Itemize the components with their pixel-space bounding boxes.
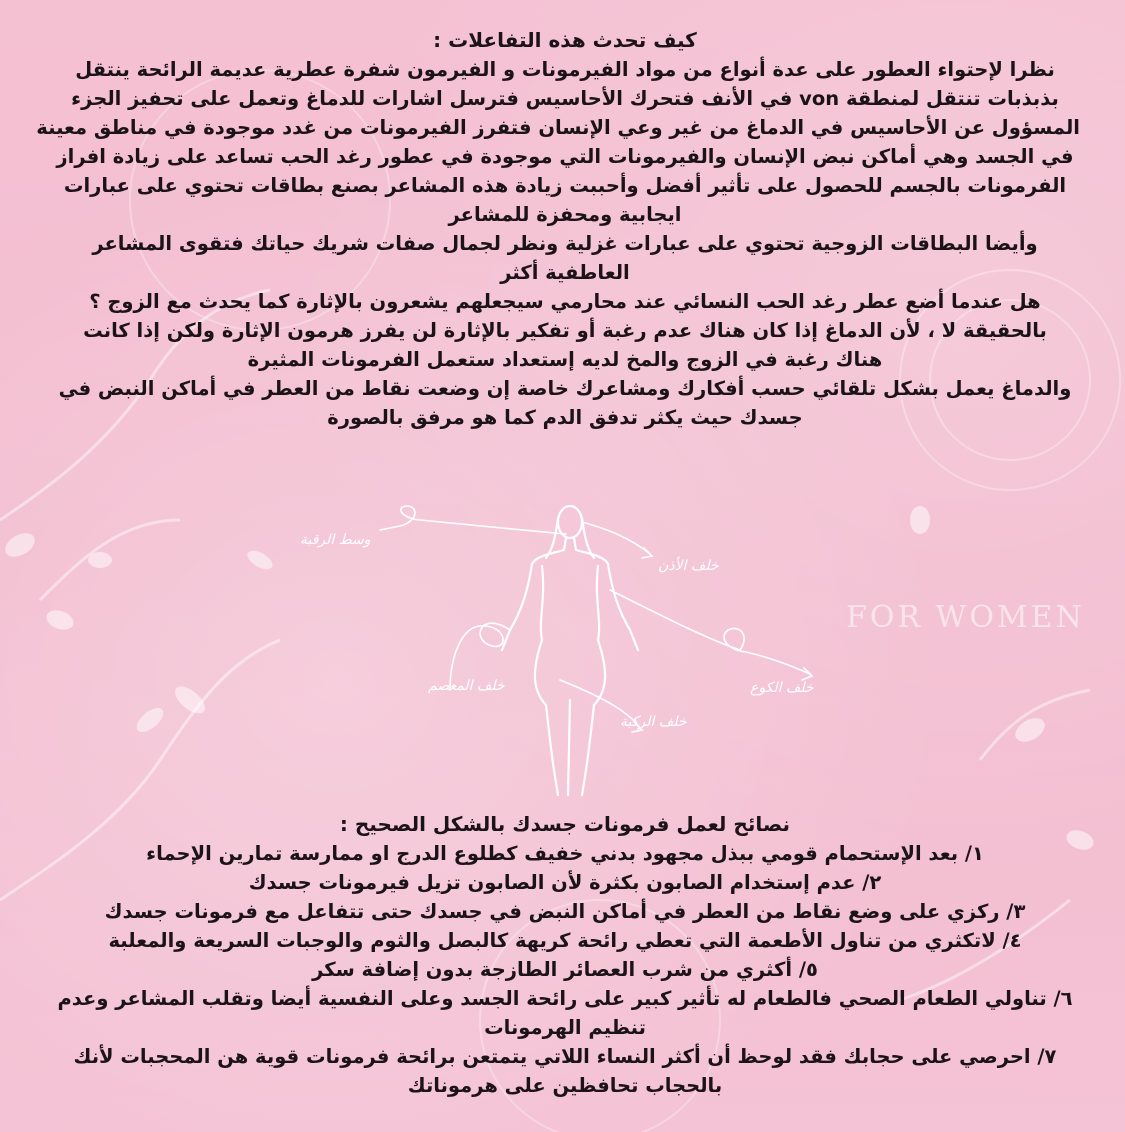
tip-item-continuation: تنظيم الهرمونات [484, 1016, 646, 1039]
intro-line: جسدك حيث يكثر تدفق الدم كما هو مرفق بالصورة [327, 406, 803, 429]
tip-item: ٧/ احرصي على حجابك فقد لوحظ أن أكثر النساء اللاتي يتمتعن برائحة فرمونات قوية هن المحجبات لأنك [73, 1045, 1057, 1068]
intro-line: العاطفية أكثر [500, 261, 630, 284]
tips-heading: نصائح لعمل فرمونات جسدك بالشكل الصحيح : [339, 812, 791, 836]
tip-item: ٢/ عدم إستخدام الصابون بكثرة لأن الصابون تزيل فيرمونات جسدك [248, 871, 882, 894]
tip-item-continuation: بالحجاب تحافظين على هرموناتك [407, 1074, 723, 1097]
intro-line: وأيضا البطاقات الزوجية تحتوي على عبارات غزلية ونظر لجمال صفات شريك حياتك فتقوى المشاعر [92, 232, 1038, 255]
tip-item: ٥/ أكثري من شرب العصائر الطازجة بدون إضافة سكر [312, 958, 818, 981]
tip-item: ٤/ لاتكثري من تناول الأطعمة التي تعطي رائحة كريهة كالبصل والثوم والوجبات السريعة والمعلبة [108, 929, 1022, 952]
intro-line: بالحقيقة لا ، لأن الدماغ إذا كان هناك عدم رغبة أو تفكير بالإثارة لن يفرز هرمون الإثارة ولكن إذا كانت [83, 319, 1047, 342]
tip-item: ٦/ تناولي الطعام الصحي فالطعام له تأثير كبير على رائحة الجسد وعلى النفسية أيضا وتقلب المشاعر وعدم [57, 987, 1073, 1010]
tip-item: ٣/ ركزي على وضع نقاط من العطر في أماكن النبض في جسدك حتى تتفاعل مع فرمونات جسدك [104, 900, 1026, 923]
pulse-points-figure [270, 500, 870, 800]
intro-line: نظرا لإحتواء العطور على عدة أنواع من مواد الفيرمونات و الفيرمون شفرة عطرية عديمة الرائحة ينتقل [75, 58, 1055, 81]
intro-line: في الجسد وهي أماكن نبض الإنسان والفيرمونات التي موجودة في عطور رغد الحب تساعد على زيادة افراز [56, 145, 1074, 168]
intro-line: الفرمونات بالجسم للحصول على تأثير أفضل وأحببت زيادة هذه المشاعر بصنع بطاقات تحتوي على عبارات [63, 174, 1067, 197]
intro-line: بذبذبات تنتقل لمنطقة von في الأنف فتحرك الأحاسيس فترسل اشارات للدماغ وتعمل على تحفيز الجزء [71, 87, 1059, 110]
intro-line: ايجابية ومحفزة للمشاعر [448, 203, 682, 226]
label-behind-knee: خلف الركبة [620, 714, 687, 730]
intro-line: هناك رغبة في الزوج والمخ لديه إستعداد ستعمل الفرمونات المثيرة [247, 348, 883, 371]
intro-question: هل عندما أضع عطر رغد الحب النسائي عند محارمي سيجعلهم يشعرون بالإثارة كما يحدث مع الزوج ؟ [89, 290, 1041, 313]
label-behind-wrist: خلف المعصم [428, 678, 505, 694]
tips-text [50, 810, 1080, 1100]
label-behind-ear: خلف الأذن [658, 558, 719, 574]
intro-heading: كيف تحدث هذه التفاعلات : [433, 28, 697, 52]
intro-line: والدماغ يعمل بشكل تلقائي حسب أفكارك ومشاعرك خاصة إن وضعت نقاط من العطر في أماكن النبض في [58, 377, 1072, 400]
for-women-watermark: FOR WOMEN [846, 600, 1085, 635]
label-behind-elbow: خلف الكوع [750, 680, 814, 696]
intro-line: المسؤول عن الأحاسيس في الدماغ من غير وعي الإنسان فتفرز الفيرمونات من غدد موجودة في مناطق معينة [36, 116, 1080, 139]
label-neck: وسط الرقبة [300, 532, 371, 548]
intro-text [36, 26, 1080, 432]
tip-item: ١/ بعد الإستحمام قومي ببذل مجهود بدني خفيف كطلوع الدرج او ممارسة تمارين الإحماء [146, 842, 984, 865]
